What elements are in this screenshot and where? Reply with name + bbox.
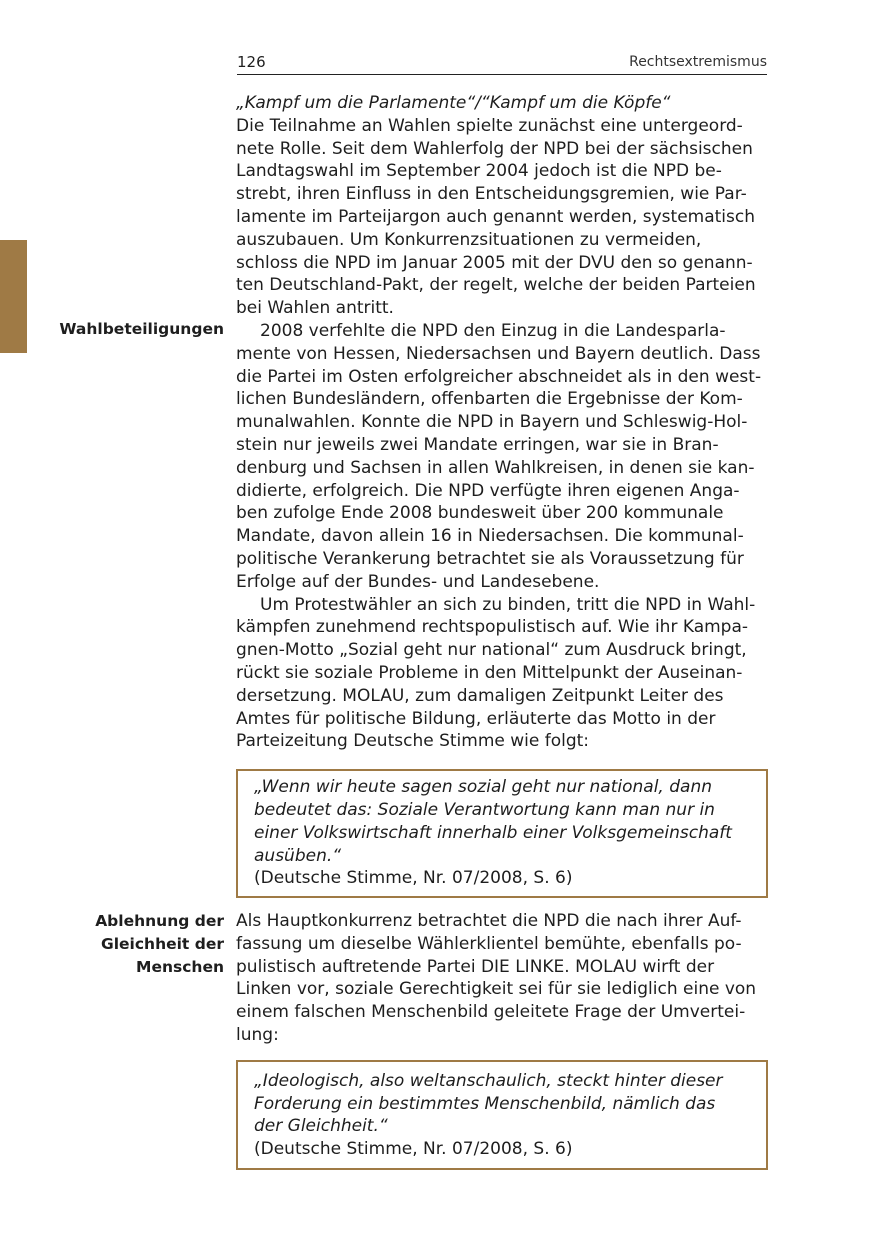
running-header-title: Rechtsextremismus xyxy=(629,54,767,70)
paragraph-protestwaehler: Um Protestwähler an sich zu binden, tritt die NPD in Wahl- kämpfen zunehmend rechtspopulistisch auf. Wie ihr Kampa- gnen-Motto „Sozial geht nur national“ zum Ausdruck bringt, rückt sie soziale Probleme in den Mittelpunkt der Auseinan- dersetzung. MOLAU, zum damaligen Zeitpunkt Leiter des Amtes für politische Bildung, erläuterte das Motto in der Parteizeitung Deutsche Stimme wie folgt: xyxy=(236,594,756,752)
quote-source: (Deutsche Stimme, Nr. 07/2008, S. 6) xyxy=(254,868,573,889)
main-text-column xyxy=(236,92,768,1170)
margin-label-ablehnung-der-gleichheit: Ablehnung der Gleichheit der Menschen xyxy=(95,912,224,976)
quote-box-gleichheit xyxy=(236,1060,768,1170)
quote-text: „Wenn wir heute sagen sozial geht nur national, dann bedeutet das: Soziale Verantwortung kann man nur in einer Volkswirtschaft innerhalb einer Volksgemeinschaft ausüben.“ xyxy=(254,777,732,866)
quote-text: „Ideologisch, also weltanschaulich, steckt hinter dieser Forderung ein bestimmtes Menschenbild, nämlich das der Gleichheit.“ xyxy=(254,1070,723,1137)
quote-box-sozial-national xyxy=(236,769,768,898)
header-divider xyxy=(237,74,767,75)
chapter-marker-tab xyxy=(0,240,27,353)
page-number: 126 xyxy=(237,53,266,71)
margin-label-wahlbeteiligungen: Wahlbeteiligungen xyxy=(59,320,224,338)
paragraph-wahlbeteiligungen: 2008 verfehlte die NPD den Einzug in die Landesparla- mente von Hessen, Niedersachsen und Bayern deutlich. Dass die Partei im Osten erfolgreicher abschneidet als in den west- lichen Bundesländern, offenbarten die Ergebnisse der Kom- munalwahlen. Konnte die NPD in Bayern und Schleswig-Hol- stein nur jeweils zwei Mandate erringen, war sie in Bran- denburg und Sachsen in allen Wahlkreisen, in denen sie kan- didierte, erfolgreich. Die NPD verfügte ihren eigenen Anga- ben zufolge Ende 2008 bundesweit über 200 kommunale Mandate, davon allein 16 in Niedersachsen. Die kommunal- politische Verankerung betrachtet sie als Voraussetzung für Erfolge auf der Bundes- und Landesebene. xyxy=(236,320,762,592)
paragraph-wahlen-rolle: Die Teilnahme an Wahlen spielte zunächst eine untergeord- nete Rolle. Seit dem Wahlerfolg der NPD bei der sächsischen Landtagswahl im September 2004 jedoch ist die NPD be- strebt, ihren Einfluss in den Entscheidungsgremien, wie Par- lamente im Parteijargon auch genannt werden, systematisch auszubauen. Um Konkurrenzsituationen zu vermeiden, schloss die NPD im Januar 2005 mit der DVU den so genann- ten Deutschland-Pakt, der regelt, welche der beiden Parteien bei Wahlen antritt. xyxy=(236,115,756,319)
quote-source: (Deutsche Stimme, Nr. 07/2008, S. 6) xyxy=(254,1139,573,1160)
paragraph-hauptkonkurrenz: Als Hauptkonkurrenz betrachtet die NPD die nach ihrer Auf- fassung um dieselbe Wählerklientel bemühte, ebenfalls po- pulistisch auftretende Partei DIE LINKE. MOLAU wirft der Linken vor, soziale Gerechtigkeit sei für sie lediglich eine von einem falschen Menschenbild geleitete Frage der Umvertei- lung: xyxy=(236,911,757,1046)
section-heading: „Kampf um die Parlamente“/“Kampf um die Köpfe“ xyxy=(236,93,671,113)
